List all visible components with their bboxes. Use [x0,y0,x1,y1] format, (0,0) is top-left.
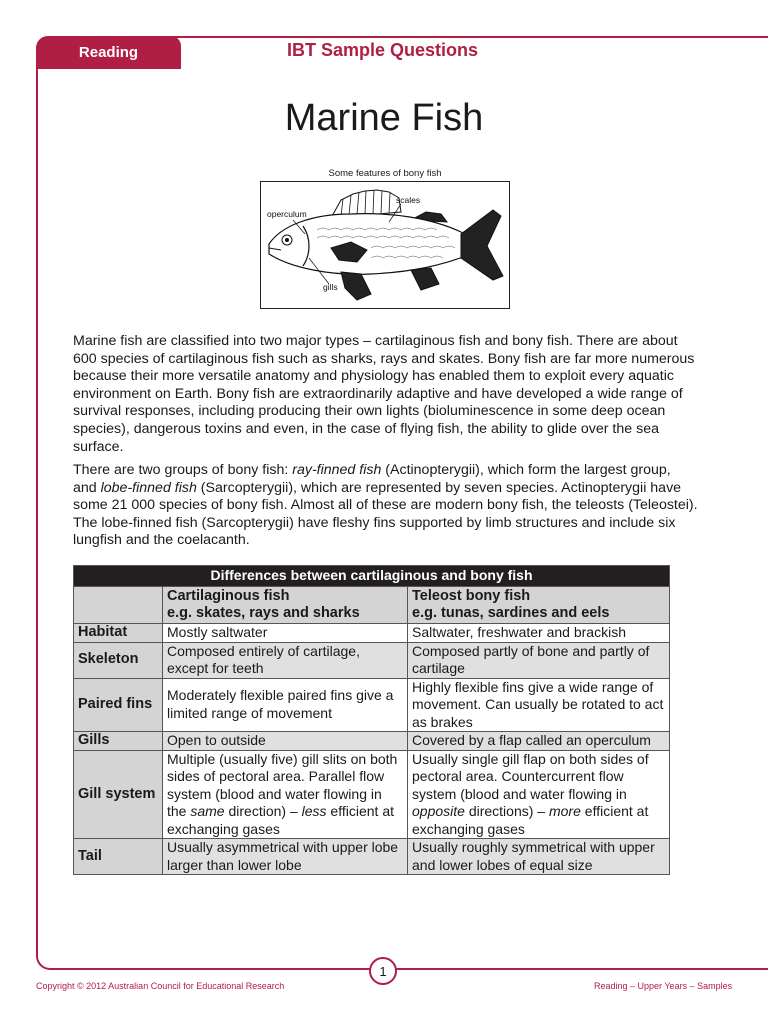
intro-paragraph [73,333,698,456]
col-header-bony [408,587,670,624]
cell-gills-cart: Open to outside [163,732,408,751]
row-label-paired-fins: Paired fins [74,678,163,732]
table-title: Differences between cartilaginous and bony fish [74,566,670,587]
gs-cart-same: same [190,803,225,819]
cell-tail-cart: Usually asymmetrical with upper lobe larger than lower lobe [163,839,408,875]
table-row [74,678,670,732]
cell-gill-system-cart [163,750,408,839]
table-row [74,624,670,643]
gs-bony-opposite: opposite [412,803,465,819]
page-title: Marine Fish [284,97,484,139]
cell-fins-cart: Moderately flexible paired fins give a limited range of movement [163,678,408,732]
p2-lobe-finned: lobe-finned fish [100,479,197,496]
label-operculum: operculum [267,209,307,219]
table-row [74,732,670,751]
table-row [74,642,670,678]
gs-bony-c: directions) – [464,803,549,819]
header-title: IBT Sample Questions [287,40,479,60]
p2-part-a: There are two groups of bony fish: [73,462,293,478]
col-header-cartilaginous [163,587,408,624]
row-label-tail: Tail [74,839,163,875]
gs-bony-more: more [548,803,581,819]
figure-caption: Some features of bony fish [328,168,442,179]
cell-habitat-cart: Mostly saltwater [163,624,408,643]
bony-fish-paragraph [73,462,698,550]
col2-line1: Teleost bony fish [412,587,531,604]
footer-section: Reading – Upper Years – Samples [594,981,733,991]
row-label-skeleton: Skeleton [74,642,163,678]
row-label-gills: Gills [74,732,163,751]
table-row [74,750,670,839]
gs-cart-less: less [301,803,327,819]
gs-bony-e: efficient at exchanging gases [412,803,649,837]
table-row [74,839,670,875]
fish-illustration [261,182,509,308]
cell-gills-bony: Covered by a flap called an operculum [408,732,670,751]
p2-part-e: (Sarcopterygii), which are represented by seven species. Actinopterygii have some 21 000 species of bony fish. Almost all of these are modern bony fish, the teleosts (Teleostei). The lobe-finned fish (Sarcopterygii) have fleshy fins supported by limb structures and include six lungfish and the coelacanth. [73,479,698,549]
gs-cart-e: efficient at exchanging gases [167,803,394,837]
gs-cart-c: direction) – [224,803,302,819]
label-scales: scales [396,195,421,205]
col1-line2: e.g. skates, rays and sharks [167,605,360,621]
section-tab [36,36,181,69]
cell-habitat-bony: Saltwater, freshwater and brackish [408,624,670,643]
row-label-gill-system: Gill system [74,750,163,839]
paragraph-1: Marine fish are classified into two major types – cartilaginous fish and bony fish. There are about 600 species of cartilaginous fish such as sharks, rays and skates. Bony fish are far more numerous because their more versatile anatomy and physiology has enabled them to exploit every aquatic environment on Earth. Bony fish are extraordinarily adaptive and have developed a wide range of survival responses, including producing their own lights (bioluminescence in some deep ocean species), dangerous toxins and even, in the case of flying fish, the ability to glide over the sea surface. [73,333,695,455]
gs-cart-a: Multiple (usually five) gill slits on both sides of pectoral area. Parallel flow system (blood and water flowing in the [167,750,398,819]
col2-line2: e.g. tunas, sardines and eels [412,605,610,621]
cell-skeleton-cart: Composed entirely of cartilage, except for teeth [163,642,408,678]
cell-skeleton-bony: Composed partly of bone and partly of cartilage [408,642,670,678]
comparison-table [73,565,670,875]
cell-fins-bony: Highly flexible fins give a wide range of movement. Can usually be rotated to act as brakes [408,678,670,732]
p2-ray-finned: ray-finned fish [292,462,382,478]
row-label-habitat: Habitat [74,624,163,643]
cell-gill-system-bony [408,750,670,839]
table-corner [74,587,163,624]
cell-tail-bony: Usually roughly symmetrical with upper and lower lobes of equal size [408,839,670,875]
gs-bony-a: Usually single gill flap on both sides of pectoral area. Countercurrent flow system (blood and water flowing in [412,750,649,802]
page-number: 1 [369,957,397,985]
fish-figure [260,181,510,309]
section-tab-label: Reading [78,44,139,61]
label-gills: gills [323,282,338,292]
col1-line1: Cartilaginous fish [167,587,290,604]
p2-part-c: (Actinopterygii), which form the largest group, and [73,462,671,496]
footer-copyright: Copyright © 2012 Australian Council for Educational Research [36,981,285,991]
